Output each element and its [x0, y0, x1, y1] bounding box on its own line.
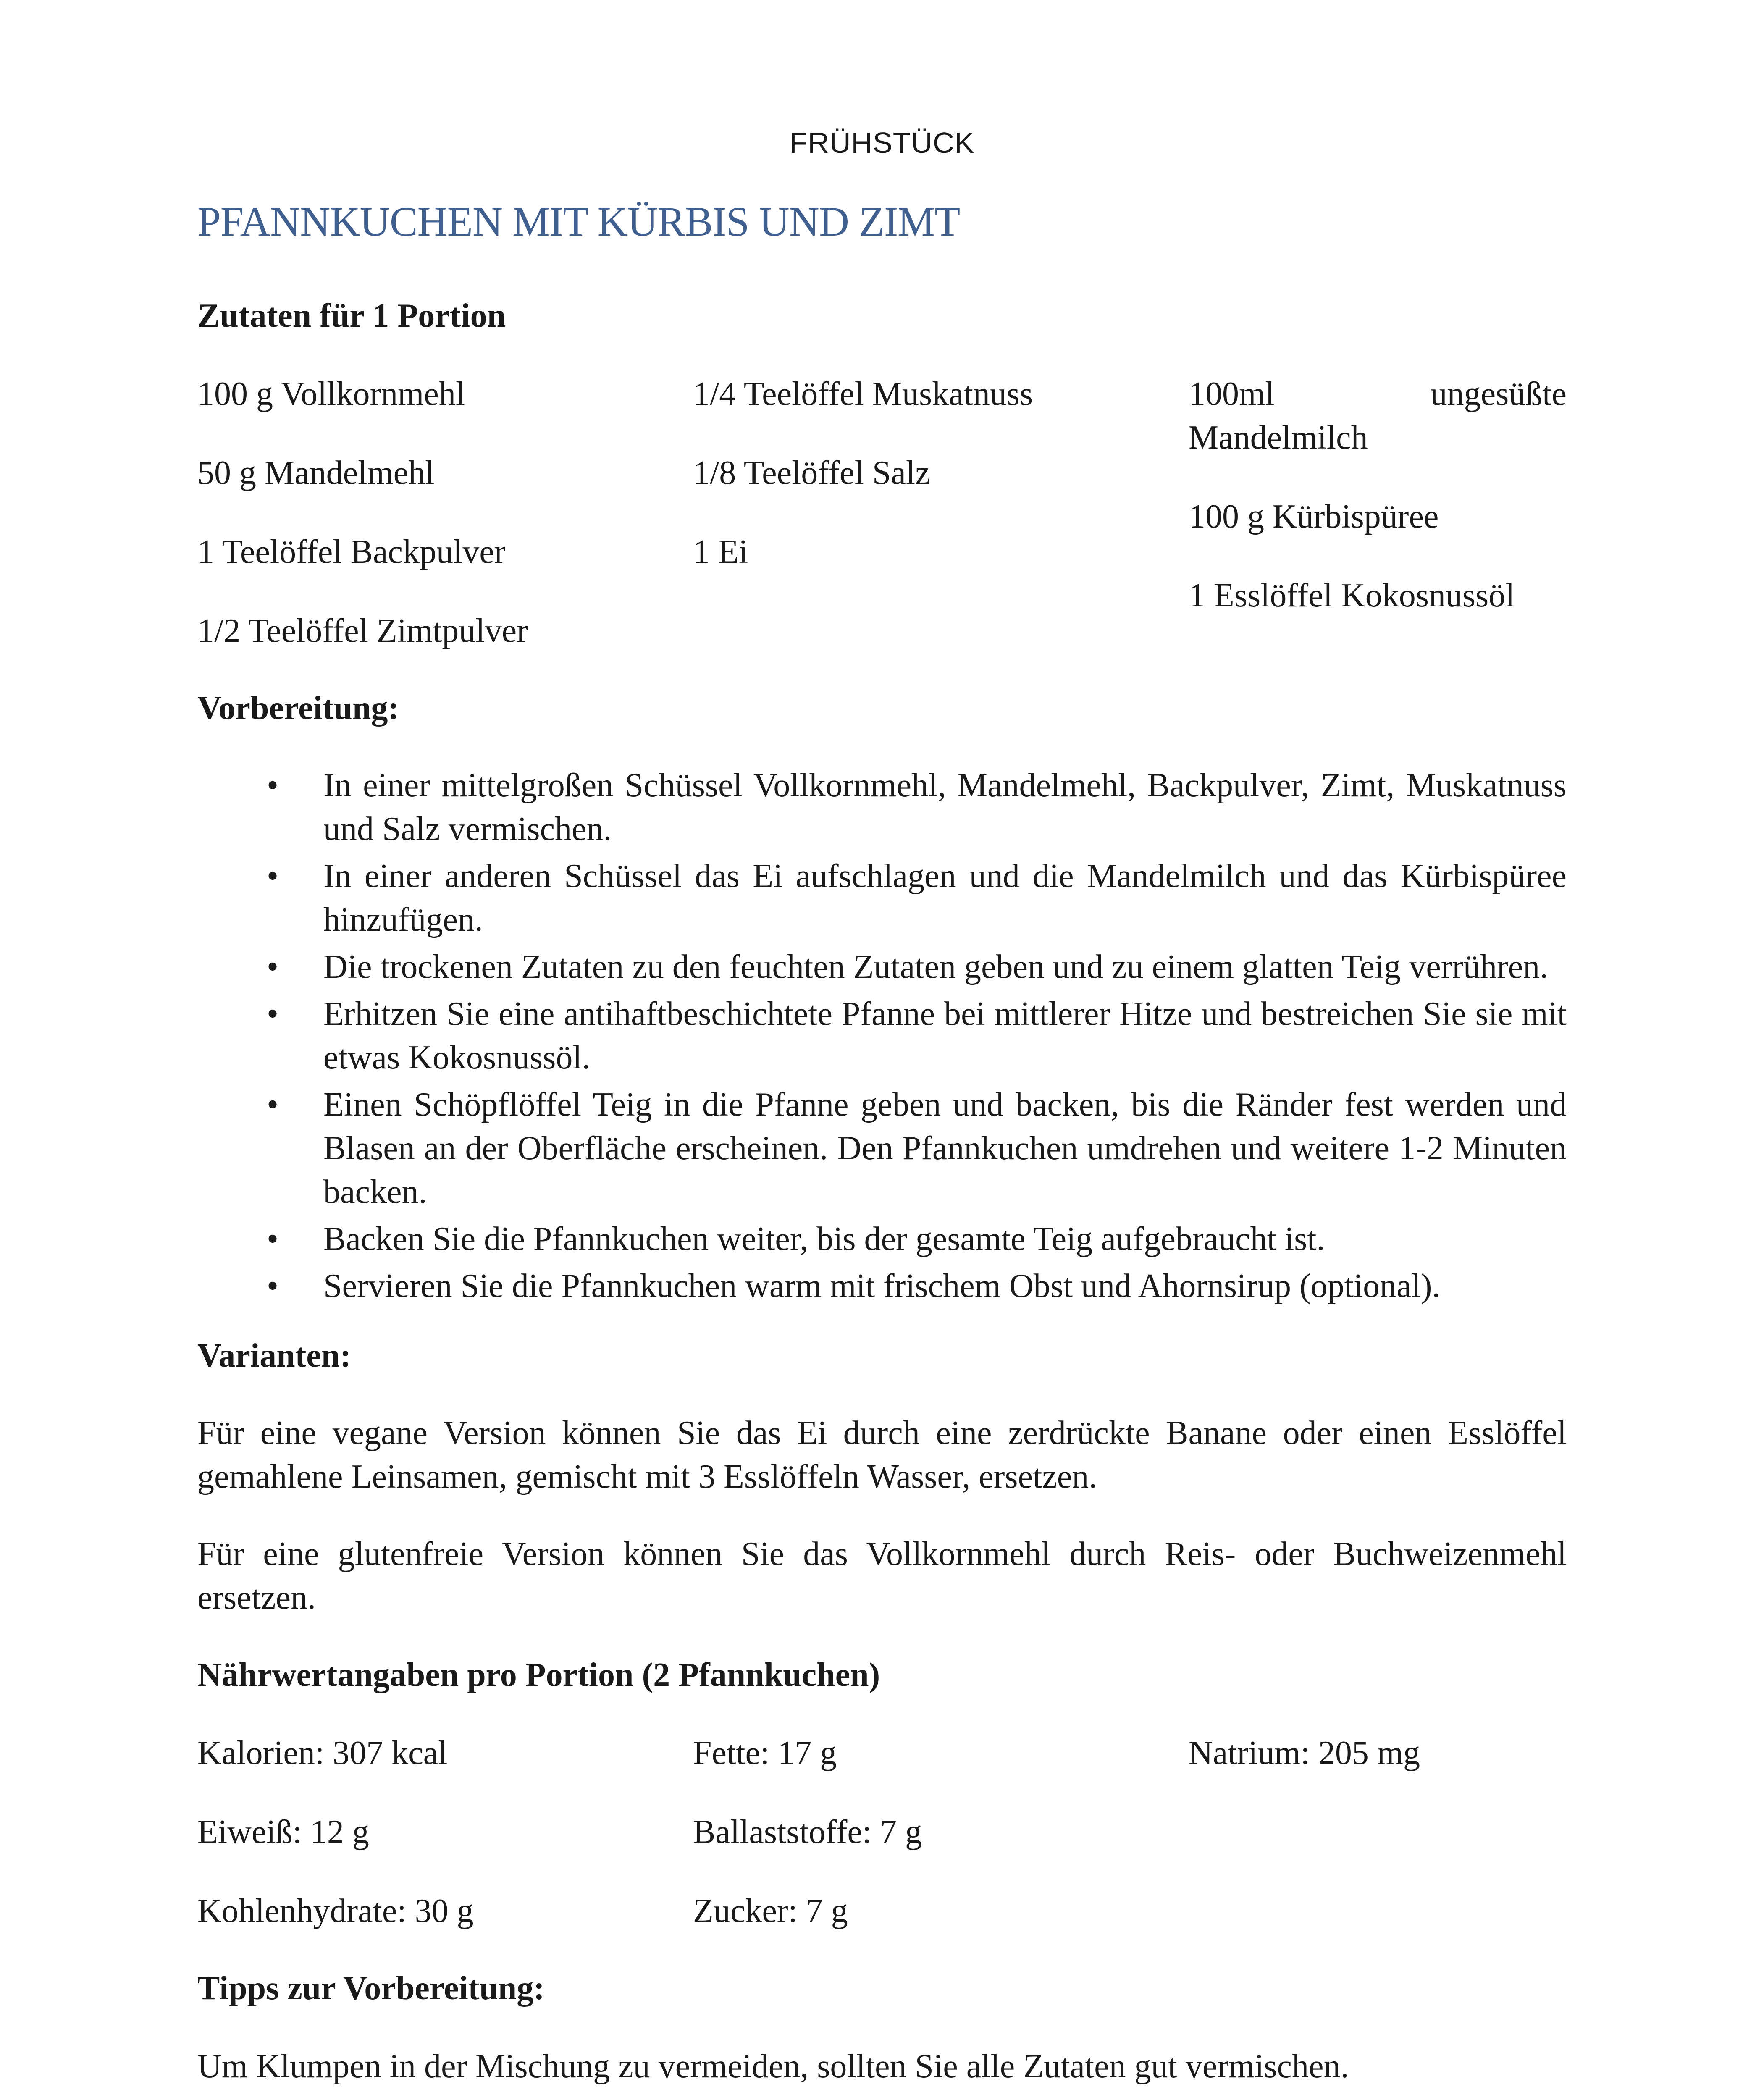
section-header: FRÜHSTÜCK — [789, 126, 975, 159]
ingredient-item: 100 g Kürbispüree — [1189, 498, 1439, 535]
step-text: Erhitzen Sie eine antihaftbeschichtete Pfanne bei mittlerer Hitze und bestreichen Sie sie mit etwas Kokosnussöl. — [323, 995, 1567, 1076]
ingredients-list — [197, 372, 1567, 653]
bullet-icon: • — [267, 995, 279, 1032]
step-text: In einer anderen Schüssel das Ei aufschlagen und die Mandelmilch und das Kürbispüree hinzufügen. — [323, 858, 1567, 938]
ingredient-item: 1/2 Teelöffel Zimtpulver — [197, 612, 528, 649]
preparation-steps — [197, 764, 1567, 1308]
list-item — [197, 1083, 1567, 1214]
ingredient-item: 100 g Vollkornmehl — [197, 375, 465, 412]
nutrition-heading: Nährwertangaben pro Portion (2 Pfannkuchen) — [197, 1656, 880, 1693]
list-item — [197, 764, 1567, 851]
nutrition-item: Zucker: 7 g — [693, 1893, 848, 1929]
nutrition-item: Kohlenhydrate: 30 g — [197, 1893, 474, 1929]
step-text: Einen Schöpflöffel Teig in die Pfanne geben und backen, bis die Ränder fest werden und Blasen an der Oberfläche erscheinen. Den Pfannkuchen umdrehen und weitere 1-2 Minuten backen. — [323, 1086, 1567, 1210]
nutrition-item: Natrium: 205 mg — [1189, 1735, 1420, 1772]
tips-text: Um Klumpen in der Mischung zu vermeiden, sollten Sie alle Zutaten gut vermischen. — [197, 2048, 1349, 2085]
list-item — [197, 1217, 1567, 1261]
ingredient-item: 100ml ungesüßte Mandelmilch — [1189, 375, 1567, 456]
bullet-icon: • — [267, 1268, 279, 1305]
ingredients-column-1 — [197, 372, 693, 653]
recipe-content — [197, 294, 1567, 2088]
list-item — [197, 945, 1567, 989]
nutrition-column-2 — [693, 1731, 1189, 1933]
nutrition-item: Fette: 17 g — [693, 1735, 837, 1772]
variants-paragraph: Für eine vegane Version können Sie das Ei durch eine zerdrückte Banane oder einen Esslöffel gemahlene Leinsamen, gemischt mit 3 Esslöffeln Wasser, ersetzen. — [197, 1415, 1567, 1495]
ingredients-column-2 — [693, 372, 1189, 653]
tips-heading: Tipps zur Vorbereitung: — [197, 1970, 545, 2007]
preparation-heading: Vorbereitung: — [197, 690, 399, 727]
bullet-icon: • — [267, 1221, 279, 1257]
bullet-icon: • — [267, 767, 279, 804]
step-text: Backen Sie die Pfannkuchen weiter, bis der gesamte Teig aufgebraucht ist. — [323, 1221, 1325, 1257]
list-item — [197, 854, 1567, 942]
variants-heading: Varianten: — [197, 1337, 351, 1374]
nutrition-column-3 — [1189, 1731, 1567, 1933]
ingredient-item: 1 Esslöffel Kokosnussöl — [1189, 577, 1515, 614]
nutrition-item: Ballaststoffe: 7 g — [693, 1814, 922, 1851]
bullet-icon: • — [267, 858, 279, 895]
ingredient-item: 1/4 Teelöffel Muskatnuss — [693, 375, 1033, 412]
nutrition-list — [197, 1731, 1567, 1933]
variants-paragraph: Für eine glutenfreie Version können Sie das Vollkornmehl durch Reis- oder Buchweizenmehl ersetzen. — [197, 1536, 1567, 1616]
ingredients-column-3 — [1189, 372, 1567, 653]
list-item — [197, 1264, 1567, 1308]
nutrition-item: Kalorien: 307 kcal — [197, 1735, 448, 1772]
list-item — [197, 992, 1567, 1079]
step-text: Die trockenen Zutaten zu den feuchten Zutaten geben und zu einem glatten Teig verrühren. — [323, 948, 1549, 985]
nutrition-column-1 — [197, 1731, 693, 1933]
ingredient-item: 1 Teelöffel Backpulver — [197, 533, 506, 570]
nutrition-item: Eiweiß: 12 g — [197, 1814, 369, 1851]
bullet-icon: • — [267, 948, 279, 985]
ingredients-heading: Zutaten für 1 Portion — [197, 297, 506, 334]
recipe-title: PFANNKUCHEN MIT KÜRBIS UND ZIMT — [197, 198, 960, 245]
ingredient-item: 50 g Mandelmehl — [197, 454, 435, 491]
ingredient-item: 1 Ei — [693, 533, 748, 570]
step-text: Servieren Sie die Pfannkuchen warm mit frischem Obst und Ahornsirup (optional). — [323, 1268, 1441, 1305]
step-text: In einer mittelgroßen Schüssel Vollkornmehl, Mandelmehl, Backpulver, Zimt, Muskatnuss und Salz vermischen. — [323, 767, 1567, 848]
ingredient-item: 1/8 Teelöffel Salz — [693, 454, 930, 491]
bullet-icon: • — [267, 1086, 279, 1123]
